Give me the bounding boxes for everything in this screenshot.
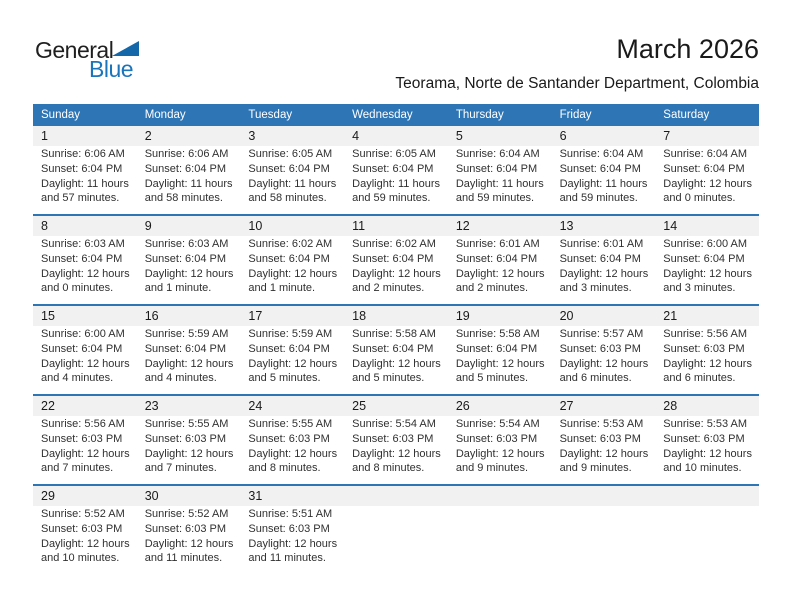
daylight-text-line1: Daylight: 12 hours xyxy=(248,357,338,370)
daylight-text-line1: Daylight: 12 hours xyxy=(41,357,130,370)
sunset-text: Sunset: 6:03 PM xyxy=(144,522,227,535)
sunset-text: Sunset: 6:04 PM xyxy=(559,162,641,175)
day-details-23 xyxy=(137,416,241,476)
daylight-text-line1: Daylight: 11 hours xyxy=(559,177,648,190)
day-details-14 xyxy=(655,236,759,296)
daylight-text-line1: Daylight: 12 hours xyxy=(248,537,338,550)
sunrise-text: Sunrise: 6:04 AM xyxy=(455,148,540,160)
day-cell-18 xyxy=(344,306,448,394)
sunset-text: Sunset: 6:03 PM xyxy=(663,432,745,445)
day-cell-6 xyxy=(552,126,656,214)
page-title: March 2026 xyxy=(616,34,759,64)
daylight-text-line2: and 2 minutes. xyxy=(455,282,528,295)
sunset-text: Sunset: 6:04 PM xyxy=(144,342,227,355)
sunrise-text: Sunrise: 6:00 AM xyxy=(41,328,125,340)
sunset-text: Sunset: 6:04 PM xyxy=(248,252,330,265)
sunrise-text: Sunrise: 5:57 AM xyxy=(559,328,644,340)
sunrise-text: Sunrise: 6:04 AM xyxy=(559,148,644,160)
day-number-18: 18 xyxy=(344,306,448,326)
daylight-text-line1: Daylight: 12 hours xyxy=(455,447,545,460)
sunrise-text: Sunrise: 5:54 AM xyxy=(455,418,540,430)
day-cell-24 xyxy=(240,396,344,484)
day-details-11 xyxy=(344,236,448,296)
day-cell-8 xyxy=(33,216,137,304)
day-cell-15 xyxy=(33,306,137,394)
title-block xyxy=(395,34,759,93)
sunrise-text: Sunrise: 6:06 AM xyxy=(144,148,229,160)
sunrise-text: Sunrise: 5:58 AM xyxy=(352,328,436,340)
sunset-text: Sunset: 6:04 PM xyxy=(248,162,330,175)
daylight-text-line2: and 10 minutes. xyxy=(663,462,742,475)
day-number-26: 26 xyxy=(448,396,552,416)
day-number-6: 6 xyxy=(552,126,656,146)
day-cell-11 xyxy=(344,216,448,304)
sunrise-text: Sunrise: 5:56 AM xyxy=(41,418,125,430)
day-details-22 xyxy=(33,416,137,476)
daylight-text-line2: and 58 minutes. xyxy=(144,192,223,205)
daylight-text-line2: and 59 minutes. xyxy=(455,192,535,205)
day-details-31 xyxy=(240,506,344,566)
day-number-12: 12 xyxy=(448,216,552,236)
day-cell-19 xyxy=(448,306,552,394)
day-number-30: 30 xyxy=(137,486,241,506)
day-number-22: 22 xyxy=(33,396,137,416)
sunset-text: Sunset: 6:03 PM xyxy=(144,432,227,445)
day-cell-14 xyxy=(655,216,759,304)
daylight-text-line2: and 4 minutes. xyxy=(41,372,114,385)
sunrise-text: Sunrise: 6:01 AM xyxy=(559,238,644,250)
sunset-text: Sunset: 6:04 PM xyxy=(352,162,434,175)
day-cell-28 xyxy=(655,396,759,484)
sunrise-text: Sunrise: 6:06 AM xyxy=(41,148,125,160)
sunset-text: Sunset: 6:04 PM xyxy=(663,252,745,265)
sunset-text: Sunset: 6:04 PM xyxy=(663,162,745,175)
page-subtitle: Teorama, Norte de Santander Department, Colombia xyxy=(395,75,759,92)
daylight-text-line2: and 59 minutes. xyxy=(559,192,638,205)
day-header-wednesday: Wednesday xyxy=(352,109,413,121)
day-cell-empty xyxy=(655,486,759,574)
sunrise-text: Sunrise: 6:02 AM xyxy=(352,238,436,250)
day-number-17: 17 xyxy=(240,306,344,326)
day-number-31: 31 xyxy=(240,486,344,506)
week-row-4 xyxy=(33,394,759,484)
daylight-text-line1: Daylight: 12 hours xyxy=(41,537,130,550)
week-row-1 xyxy=(33,126,759,214)
day-number-19: 19 xyxy=(448,306,552,326)
sunset-text: Sunset: 6:03 PM xyxy=(663,342,745,355)
logo-triangle-icon xyxy=(112,41,139,56)
day-cell-31 xyxy=(240,486,344,574)
day-details-7 xyxy=(655,146,759,206)
daylight-text-line2: and 5 minutes. xyxy=(248,372,321,385)
day-number-8: 8 xyxy=(33,216,137,236)
logo-text-blue: Blue xyxy=(89,56,134,82)
daylight-text-line1: Daylight: 12 hours xyxy=(559,357,649,370)
daylight-text-line2: and 8 minutes. xyxy=(248,462,321,475)
day-header-thursday: Thursday xyxy=(455,109,504,121)
day-details-1 xyxy=(33,146,137,206)
day-number-13: 13 xyxy=(552,216,656,236)
sunrise-text: Sunrise: 5:56 AM xyxy=(663,328,748,340)
daylight-text-line2: and 3 minutes. xyxy=(559,282,632,295)
sunrise-text: Sunrise: 5:59 AM xyxy=(248,328,333,340)
sunrise-text: Sunrise: 6:02 AM xyxy=(248,238,333,250)
day-cell-23 xyxy=(137,396,241,484)
day-details-6 xyxy=(552,146,656,206)
day-number-9: 9 xyxy=(137,216,241,236)
day-details-28 xyxy=(655,416,759,476)
daylight-text-line1: Daylight: 12 hours xyxy=(144,357,234,370)
week-row-3 xyxy=(33,304,759,394)
daylight-text-line2: and 1 minute. xyxy=(144,282,212,295)
daylight-text-line2: and 1 minute. xyxy=(248,282,316,295)
calendar xyxy=(33,104,759,574)
day-cell-21 xyxy=(655,306,759,394)
daylight-text-line2: and 59 minutes. xyxy=(352,192,431,205)
sunset-text: Sunset: 6:04 PM xyxy=(248,342,330,355)
day-number-14: 14 xyxy=(655,216,759,236)
day-number-29: 29 xyxy=(33,486,137,506)
day-cell-empty xyxy=(552,486,656,574)
daylight-text-line2: and 8 minutes. xyxy=(352,462,425,475)
daylight-text-line2: and 5 minutes. xyxy=(455,372,528,385)
day-details-17 xyxy=(240,326,344,386)
daylight-text-line2: and 57 minutes. xyxy=(41,192,120,205)
day-cell-9 xyxy=(137,216,241,304)
day-number-20: 20 xyxy=(552,306,656,326)
day-number-23: 23 xyxy=(137,396,241,416)
day-cell-22 xyxy=(33,396,137,484)
daylight-text-line1: Daylight: 12 hours xyxy=(144,447,234,460)
day-cell-30 xyxy=(137,486,241,574)
sunrise-text: Sunrise: 6:01 AM xyxy=(455,238,540,250)
day-details-16 xyxy=(137,326,241,386)
day-details-15 xyxy=(33,326,137,386)
day-number-27: 27 xyxy=(552,396,656,416)
sunset-text: Sunset: 6:04 PM xyxy=(352,342,434,355)
sunset-text: Sunset: 6:04 PM xyxy=(559,252,641,265)
daylight-text-line1: Daylight: 11 hours xyxy=(455,177,544,190)
daylight-text-line1: Daylight: 12 hours xyxy=(248,447,338,460)
day-details-2 xyxy=(137,146,241,206)
sunrise-text: Sunrise: 5:55 AM xyxy=(248,418,333,430)
sunset-text: Sunset: 6:03 PM xyxy=(455,432,538,445)
day-details-5 xyxy=(448,146,552,206)
daylight-text-line1: Daylight: 12 hours xyxy=(663,357,752,370)
sunrise-text: Sunrise: 5:52 AM xyxy=(41,508,125,520)
daylight-text-line1: Daylight: 11 hours xyxy=(41,177,129,190)
daylight-text-line1: Daylight: 11 hours xyxy=(144,177,233,190)
daylight-text-line1: Daylight: 12 hours xyxy=(663,447,752,460)
sunset-text: Sunset: 6:03 PM xyxy=(248,432,330,445)
sunset-text: Sunset: 6:03 PM xyxy=(559,342,641,355)
day-details-13 xyxy=(552,236,656,296)
daylight-text-line2: and 2 minutes. xyxy=(352,282,425,295)
day-details-27 xyxy=(552,416,656,476)
day-cell-12 xyxy=(448,216,552,304)
day-cell-2 xyxy=(137,126,241,214)
sunrise-text: Sunrise: 5:51 AM xyxy=(248,508,333,520)
day-cell-26 xyxy=(448,396,552,484)
sunrise-text: Sunrise: 5:53 AM xyxy=(559,418,644,430)
day-details-26 xyxy=(448,416,552,476)
daylight-text-line2: and 6 minutes. xyxy=(663,372,736,385)
daylight-text-line2: and 11 minutes. xyxy=(144,552,223,565)
day-number-11: 11 xyxy=(344,216,448,236)
daylight-text-line1: Daylight: 12 hours xyxy=(663,177,752,190)
day-number-2: 2 xyxy=(137,126,241,146)
day-details-29 xyxy=(33,506,137,566)
day-header-row xyxy=(33,104,759,126)
sunrise-text: Sunrise: 5:53 AM xyxy=(663,418,748,430)
sunset-text: Sunset: 6:03 PM xyxy=(559,432,641,445)
day-header-saturday: Saturday xyxy=(663,109,710,121)
sunrise-text: Sunrise: 6:05 AM xyxy=(352,148,436,160)
day-details-10 xyxy=(240,236,344,296)
day-cell-5 xyxy=(448,126,552,214)
day-number-empty xyxy=(344,486,448,506)
sunrise-text: Sunrise: 6:03 AM xyxy=(144,238,229,250)
day-cell-4 xyxy=(344,126,448,214)
sunset-text: Sunset: 6:04 PM xyxy=(455,162,538,175)
day-number-empty xyxy=(448,486,552,506)
day-number-25: 25 xyxy=(344,396,448,416)
day-cell-20 xyxy=(552,306,656,394)
daylight-text-line2: and 6 minutes. xyxy=(559,372,632,385)
daylight-text-line2: and 3 minutes. xyxy=(663,282,736,295)
day-number-28: 28 xyxy=(655,396,759,416)
daylight-text-line2: and 9 minutes. xyxy=(559,462,632,475)
day-number-5: 5 xyxy=(448,126,552,146)
sunrise-text: Sunrise: 6:05 AM xyxy=(248,148,333,160)
day-details-8 xyxy=(33,236,137,296)
daylight-text-line1: Daylight: 12 hours xyxy=(352,357,441,370)
daylight-text-line1: Daylight: 12 hours xyxy=(663,267,752,280)
sunset-text: Sunset: 6:03 PM xyxy=(352,432,434,445)
day-number-24: 24 xyxy=(240,396,344,416)
day-details-30 xyxy=(137,506,241,566)
daylight-text-line1: Daylight: 12 hours xyxy=(455,267,545,280)
daylight-text-line2: and 0 minutes. xyxy=(41,282,114,295)
sunset-text: Sunset: 6:04 PM xyxy=(41,162,123,175)
daylight-text-line1: Daylight: 12 hours xyxy=(144,537,234,550)
day-cell-3 xyxy=(240,126,344,214)
day-number-16: 16 xyxy=(137,306,241,326)
day-cell-7 xyxy=(655,126,759,214)
day-cell-1 xyxy=(33,126,137,214)
week-row-2 xyxy=(33,214,759,304)
day-cell-25 xyxy=(344,396,448,484)
day-details-19 xyxy=(448,326,552,386)
day-number-1: 1 xyxy=(33,126,137,146)
day-number-15: 15 xyxy=(33,306,137,326)
sunset-text: Sunset: 6:04 PM xyxy=(352,252,434,265)
daylight-text-line1: Daylight: 12 hours xyxy=(559,267,649,280)
day-number-4: 4 xyxy=(344,126,448,146)
daylight-text-line1: Daylight: 12 hours xyxy=(352,267,441,280)
daylight-text-line2: and 10 minutes. xyxy=(41,552,120,565)
daylight-text-line1: Daylight: 12 hours xyxy=(41,267,130,280)
daylight-text-line1: Daylight: 12 hours xyxy=(455,357,545,370)
week-row-5 xyxy=(33,484,759,574)
sunrise-text: Sunrise: 5:55 AM xyxy=(144,418,229,430)
day-header-sunday: Sunday xyxy=(41,109,81,121)
sunset-text: Sunset: 6:04 PM xyxy=(144,252,227,265)
sunrise-text: Sunrise: 6:00 AM xyxy=(663,238,748,250)
daylight-text-line2: and 58 minutes. xyxy=(248,192,327,205)
logo-text-general: General xyxy=(35,37,114,63)
day-cell-29 xyxy=(33,486,137,574)
sunrise-text: Sunrise: 5:52 AM xyxy=(144,508,229,520)
daylight-text-line1: Daylight: 12 hours xyxy=(144,267,234,280)
daylight-text-line2: and 7 minutes. xyxy=(41,462,114,475)
daylight-text-line1: Daylight: 12 hours xyxy=(352,447,441,460)
daylight-text-line2: and 7 minutes. xyxy=(144,462,217,475)
sunset-text: Sunset: 6:03 PM xyxy=(248,522,330,535)
sunrise-text: Sunrise: 5:59 AM xyxy=(144,328,229,340)
day-details-25 xyxy=(344,416,448,476)
day-cell-10 xyxy=(240,216,344,304)
sunrise-text: Sunrise: 6:03 AM xyxy=(41,238,125,250)
daylight-text-line2: and 11 minutes. xyxy=(248,552,326,565)
day-cell-16 xyxy=(137,306,241,394)
day-details-12 xyxy=(448,236,552,296)
daylight-text-line1: Daylight: 12 hours xyxy=(559,447,649,460)
day-number-3: 3 xyxy=(240,126,344,146)
day-details-4 xyxy=(344,146,448,206)
day-cell-13 xyxy=(552,216,656,304)
day-cell-empty xyxy=(448,486,552,574)
sunrise-text: Sunrise: 5:58 AM xyxy=(455,328,540,340)
daylight-text-line2: and 4 minutes. xyxy=(144,372,217,385)
day-header-friday: Friday xyxy=(559,109,592,121)
day-number-7: 7 xyxy=(655,126,759,146)
general-blue-logo xyxy=(35,37,165,85)
daylight-text-line1: Daylight: 11 hours xyxy=(248,177,337,190)
day-header-monday: Monday xyxy=(144,109,186,121)
day-number-empty xyxy=(655,486,759,506)
day-details-21 xyxy=(655,326,759,386)
sunrise-text: Sunrise: 6:04 AM xyxy=(663,148,748,160)
sunset-text: Sunset: 6:04 PM xyxy=(41,342,123,355)
daylight-text-line2: and 0 minutes. xyxy=(663,192,736,205)
day-details-3 xyxy=(240,146,344,206)
day-details-9 xyxy=(137,236,241,296)
day-number-10: 10 xyxy=(240,216,344,236)
daylight-text-line1: Daylight: 12 hours xyxy=(41,447,130,460)
day-details-24 xyxy=(240,416,344,476)
daylight-text-line2: and 9 minutes. xyxy=(455,462,528,475)
calendar-weeks xyxy=(33,126,759,574)
day-details-20 xyxy=(552,326,656,386)
daylight-text-line1: Daylight: 12 hours xyxy=(248,267,338,280)
day-cell-27 xyxy=(552,396,656,484)
sunset-text: Sunset: 6:04 PM xyxy=(144,162,227,175)
day-number-21: 21 xyxy=(655,306,759,326)
day-details-18 xyxy=(344,326,448,386)
sunset-text: Sunset: 6:03 PM xyxy=(41,432,123,445)
sunrise-text: Sunrise: 5:54 AM xyxy=(352,418,436,430)
sunset-text: Sunset: 6:03 PM xyxy=(41,522,123,535)
daylight-text-line1: Daylight: 11 hours xyxy=(352,177,440,190)
day-header-tuesday: Tuesday xyxy=(248,109,293,121)
daylight-text-line2: and 5 minutes. xyxy=(352,372,425,385)
day-cell-17 xyxy=(240,306,344,394)
day-number-empty xyxy=(552,486,656,506)
sunset-text: Sunset: 6:04 PM xyxy=(41,252,123,265)
sunset-text: Sunset: 6:04 PM xyxy=(455,342,538,355)
sunset-text: Sunset: 6:04 PM xyxy=(455,252,538,265)
day-cell-empty xyxy=(344,486,448,574)
